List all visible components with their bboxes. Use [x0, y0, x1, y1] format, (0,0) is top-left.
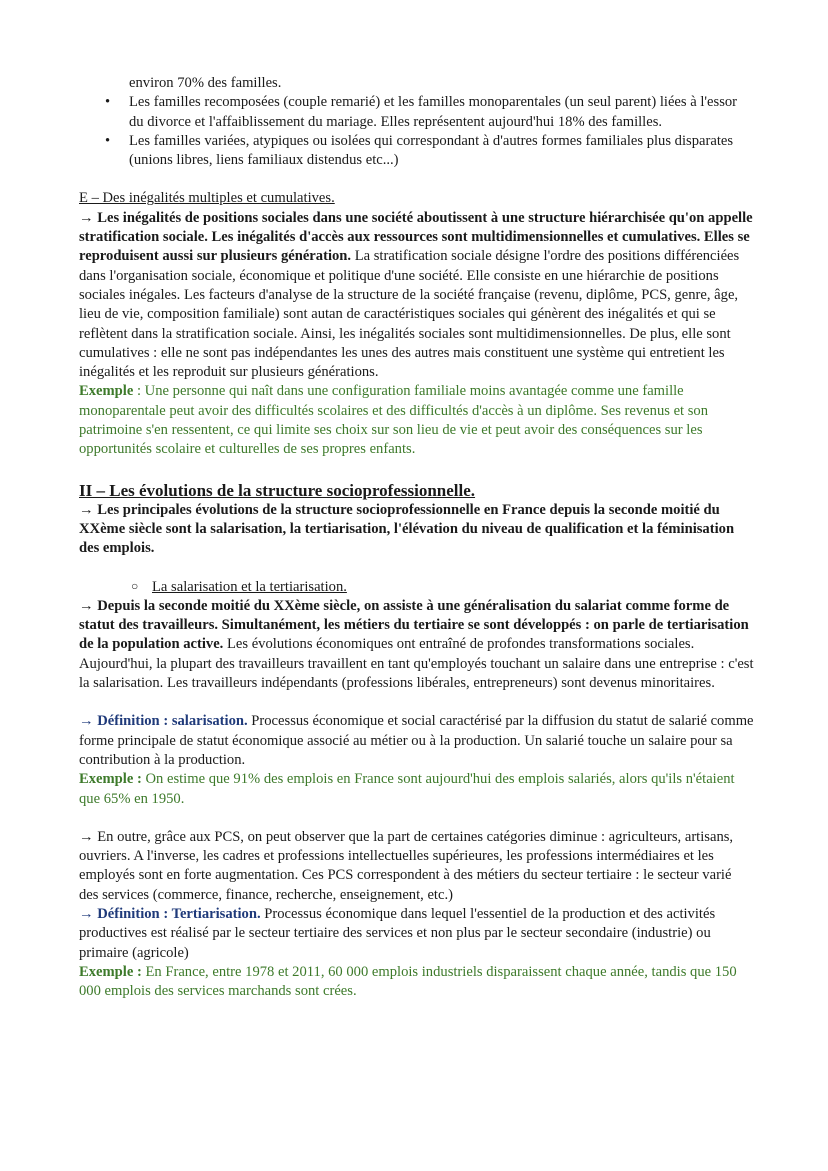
salarisation-lead: → Depuis la seconde moitié du XXème siècle, on assiste à une généralisation du salariat comme forme de statut des travailleurs. Simultanément, les métiers du tertiaire se sont développés : on parle de tertiarisation de la population active.: [79, 597, 749, 653]
circle-bullet-icon: ○: [131, 578, 139, 593]
section-e-title: E – Des inégalités multiples et cumulatives.: [79, 190, 335, 207]
section-ii-title: II – Les évolutions de la structure socioprofessionnelle.: [79, 480, 476, 500]
example-text: : Une personne qui naît dans une configuration familiale moins avantagée comme une famille monoparentale peut avoir des difficultés scolaires et des difficultés d'accès à un diplôme. Ses revenus et son patrimoine s'en ressentent, ce qui limite ses choix sur son lieu de vie et peut avoir des conséquences sur les opportunités scolaire et culturelles de ses propres enfants.: [79, 383, 709, 458]
salarisation-paragraph: [79, 597, 754, 693]
continuation-text: environ 70% des familles.: [129, 75, 282, 91]
definition-body: Processus économique dans lequel l'essentiel de la production et des activités productives est réalisé par le secteur tertiaire des services et non plus par le secteur secondaire (industrie) ou primaire (agricole): [79, 905, 716, 961]
section-e-example: [79, 382, 754, 459]
example-label: Exemple :: [79, 963, 142, 980]
definition-term: → Définition : salarisation.: [79, 713, 248, 730]
family-type-list: [79, 93, 754, 170]
example-salarisation: [79, 770, 754, 809]
example-text: On estime que 91% des emplois en France sont aujourd'hui des emplois salariés, alors qu'ils n'étaient que 65% en 1950.: [79, 771, 735, 807]
subheading-label: La salarisation et la tertiarisation.: [152, 578, 347, 595]
section-e-lead: → Les inégalités de positions sociales dans une société aboutissent à une structure hiérarchisée qu'on appelle stratification sociale. Les inégalités d'accès aux ressources sont multidimensionnelles et cumulatives. Elles se reproduisent aussi sur plusieurs génération.: [79, 209, 753, 265]
salarisation-body: Les évolutions économiques ont entraîné de profondes transformations sociales. Aujourd'hui, la plupart des travailleurs travaillent en tant qu'employés touchant un salaire dans une entreprise : c'est la salarisation. Les travailleurs indépendants (professions libérales, entrepreneurs) sont devenus minoritaires.: [79, 636, 754, 692]
example-label: Exemple: [79, 383, 134, 400]
example-text: En France, entre 1978 et 2011, 60 000 emplois industriels disparaissent chaque année, tandis que 150 000 emplois des services marchands sont crées.: [79, 963, 737, 1000]
document-page: [79, 74, 754, 1001]
pcs-paragraph: → En outre, grâce aux PCS, on peut observer que la part de certaines catégories diminue : agriculteurs, artisans, ouvriers. A l'inverse, les cadres et professions intellectuelles supérieures, les professions intermédiaires et les employés sont en forte augmentation. Ces PCS correspondent à des métiers du secteur tertiaire : le secteur varié des services (commerce, finance, recherche, enseignement, etc.): [79, 828, 734, 903]
definition-salarisation: [79, 712, 754, 770]
list-item: • Les familles recomposées (couple remarié) et les familles monoparentales (un seul parent) liées à l'essor du divorce et l'affaiblissement du mariage. Elles représentent aujourd'hui 18% des familles.: [129, 93, 754, 132]
definition-body: Processus économique et social caractérisé par la diffusion du statut de salarié comme forme principale de statut économique associé au métier ou à la production. Un salarié touche un salaire pour sa contribution à la production.: [79, 713, 754, 768]
section-ii-lead: → Les principales évolutions de la structure socioprofessionnelle en France depuis la seconde moitié du XXème siècle sont la salarisation, la tertiarisation, l'élévation du niveau de qualification et la féminisation des emplois.: [79, 501, 735, 557]
section-e-paragraph: [79, 209, 754, 383]
subheading-salarisation: [79, 578, 754, 597]
example-label: Exemple :: [79, 771, 142, 788]
definition-term: → Définition : Tertiarisation.: [79, 905, 261, 922]
definition-tertiarisation: [79, 905, 754, 963]
list-item: • Les familles variées, atypiques ou isolées qui correspondant à d'autres formes familiales plus disparates (unions libres, liens familiaux distendus etc...): [129, 132, 754, 171]
example-tertiarisation: [79, 963, 754, 1002]
section-e-body: La stratification sociale désigne l'ordre des positions différenciées dans l'organisation sociale, économique et politique d'une société. Elle consiste en une hiérarchie de positions sociales inégales. Les facteurs d'analyse de la structure de la société française (revenu, diplôme, PCS, genre, âge, lieu de vie, composition familiale) sont autan de caractéristiques sociales qui génèrent des inégalités et qui se reflètent dans la stratification sociale. Ainsi, les inégalités sociales sont multidimensionnelles. De plus, elle sont cumulatives : elle ne sont pas indépendantes les unes des autres mais constituent une système qui entretient les inégalités et les reproduit sur plusieurs générations.: [79, 248, 740, 381]
